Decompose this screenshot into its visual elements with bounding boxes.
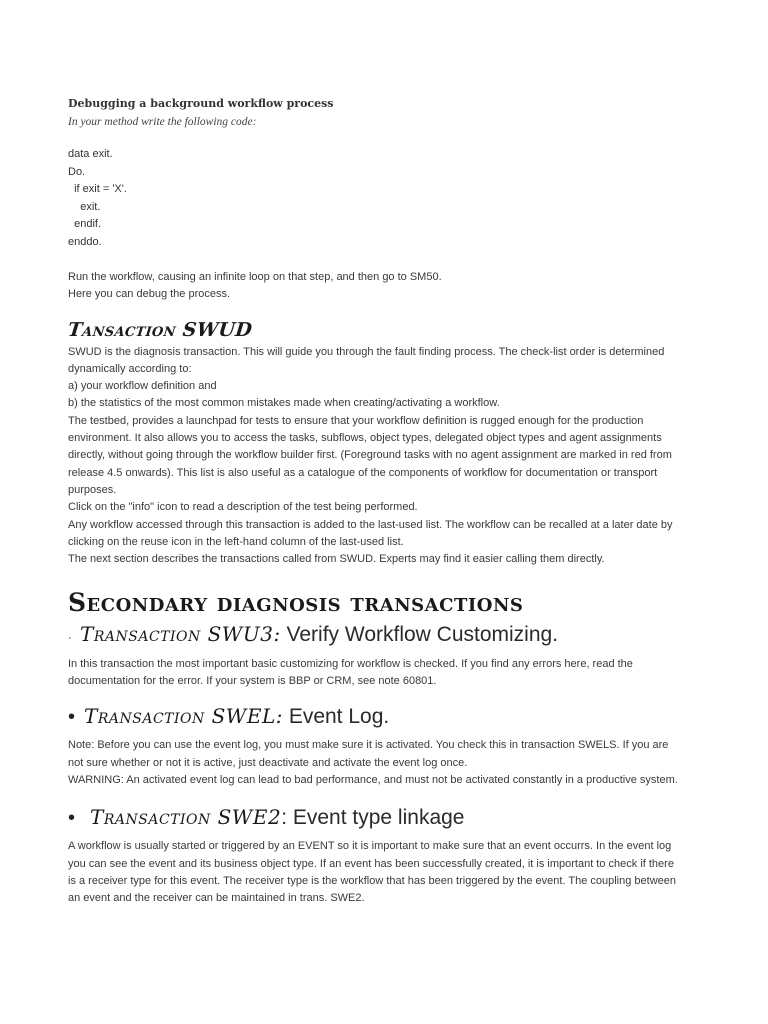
paragraph-line: purposes. [68,483,117,496]
swu3-body [68,656,708,691]
swe2-heading [68,803,708,834]
paragraph-line: dynamically according to: [68,362,192,375]
paragraph-line: a) your workflow definition and [68,380,217,393]
paragraph-line: In this transaction the most important basic customizing for workflow is checked. If you find any errors here, read the [68,657,633,670]
paragraph-line: SWUD is the diagnosis transaction. This will guide you through the fault finding process. The check-list order is determined [68,345,665,358]
swel-body [68,737,708,789]
code-line: enddo. [68,235,102,248]
run-instructions [68,269,708,304]
paragraph-line: is a receiver type for this event. The receiver type is the workflow that has been triggered by the event. The coupling between [68,874,676,887]
secondary-heading: Secondary diagnosis transactions [68,588,524,618]
transaction-description: Event Log. [282,705,390,729]
code-line: Do. [68,165,86,178]
paragraph-line: clicking on the reuse icon in the left-hand column of the last-used list. [68,535,404,548]
paragraph-line: documentation for the error. If your system is BBP or CRM, see note 60801. [68,675,437,688]
paragraph-line: b) the statistics of the most common mistakes made when creating/activating a workflow. [68,397,500,410]
paragraph-line: Note: Before you can use the event log, you must make sure it is activated. You check this in transaction SWELS. If you are [68,739,669,752]
code-block [68,146,708,251]
document-title: Debugging a background workflow process [68,97,334,110]
paragraph-line: release 4.5 onwards). This list is also useful as a catalogue of the components of workflow for documentation or transport [68,466,658,479]
bullet-icon: · [68,631,72,644]
transaction-code: Transaction SWEL: [84,704,283,729]
paragraph-line: not sure whether or not it is active, just deactivate and activate the event log once. [68,756,468,769]
paragraph-line: directly, without going through the workflow builder first. (Foreground tasks with no agent assignment are marked in red from [68,449,672,462]
paragraph-line: WARNING: An activated event log can lead to bad performance, and must not be activated constantly in a productive system. [68,773,678,786]
code-line: data exit. [68,148,113,160]
transaction-code: Transaction SWU3: [80,622,281,647]
paragraph-line: The testbed, provides a launchpad for tests to ensure that your workflow definition is rugged enough for the production [68,414,644,427]
code-line: endif. [68,218,102,230]
paragraph-line: you can see the event and its business object type. If an event has been successfully created, it is important to check if there [68,857,674,870]
paragraph-line: Run the workflow, causing an infinite loop on that step, and then go to SM50. [68,271,442,283]
document-subtitle: In your method write the following code: [68,116,257,128]
transaction-description: : Event type linkage [281,806,465,830]
paragraph-line: A workflow is usually started or triggered by an EVENT so it is important to make sure that an event occurrs. In the event log [68,840,672,853]
paragraph-line: Any workflow accessed through this transaction is added to the last-used list. The workflow can be recalled at a later date by [68,518,673,531]
paragraph-line: an event and the receiver can be maintained in trans. SWE2. [68,892,365,905]
swud-body [68,344,708,569]
paragraph-line: Here you can debug the process. [68,288,231,301]
transaction-code: Transaction SWE2 [90,805,282,830]
swe2-body [68,838,708,907]
document-page [68,92,708,907]
code-line: exit. [68,200,101,213]
transaction-description: Verify Workflow Customizing. [280,623,559,647]
code-line: if exit = 'X'. [68,183,127,195]
bullet-icon: • [68,807,76,830]
swu3-heading [68,620,708,651]
paragraph-line: environment. It also allows you to access the tasks, subflows, object types, delegated object types and agent assignments [68,432,662,445]
bullet-icon: • [68,706,76,729]
swud-heading: Tansaction SWUD [66,318,254,341]
swel-heading [68,702,708,733]
paragraph-line: The next section describes the transactions called from SWUD. Experts may find it easier calling them directly. [68,553,605,566]
paragraph-line: Click on the "info" icon to read a description of the test being performed. [68,501,418,514]
